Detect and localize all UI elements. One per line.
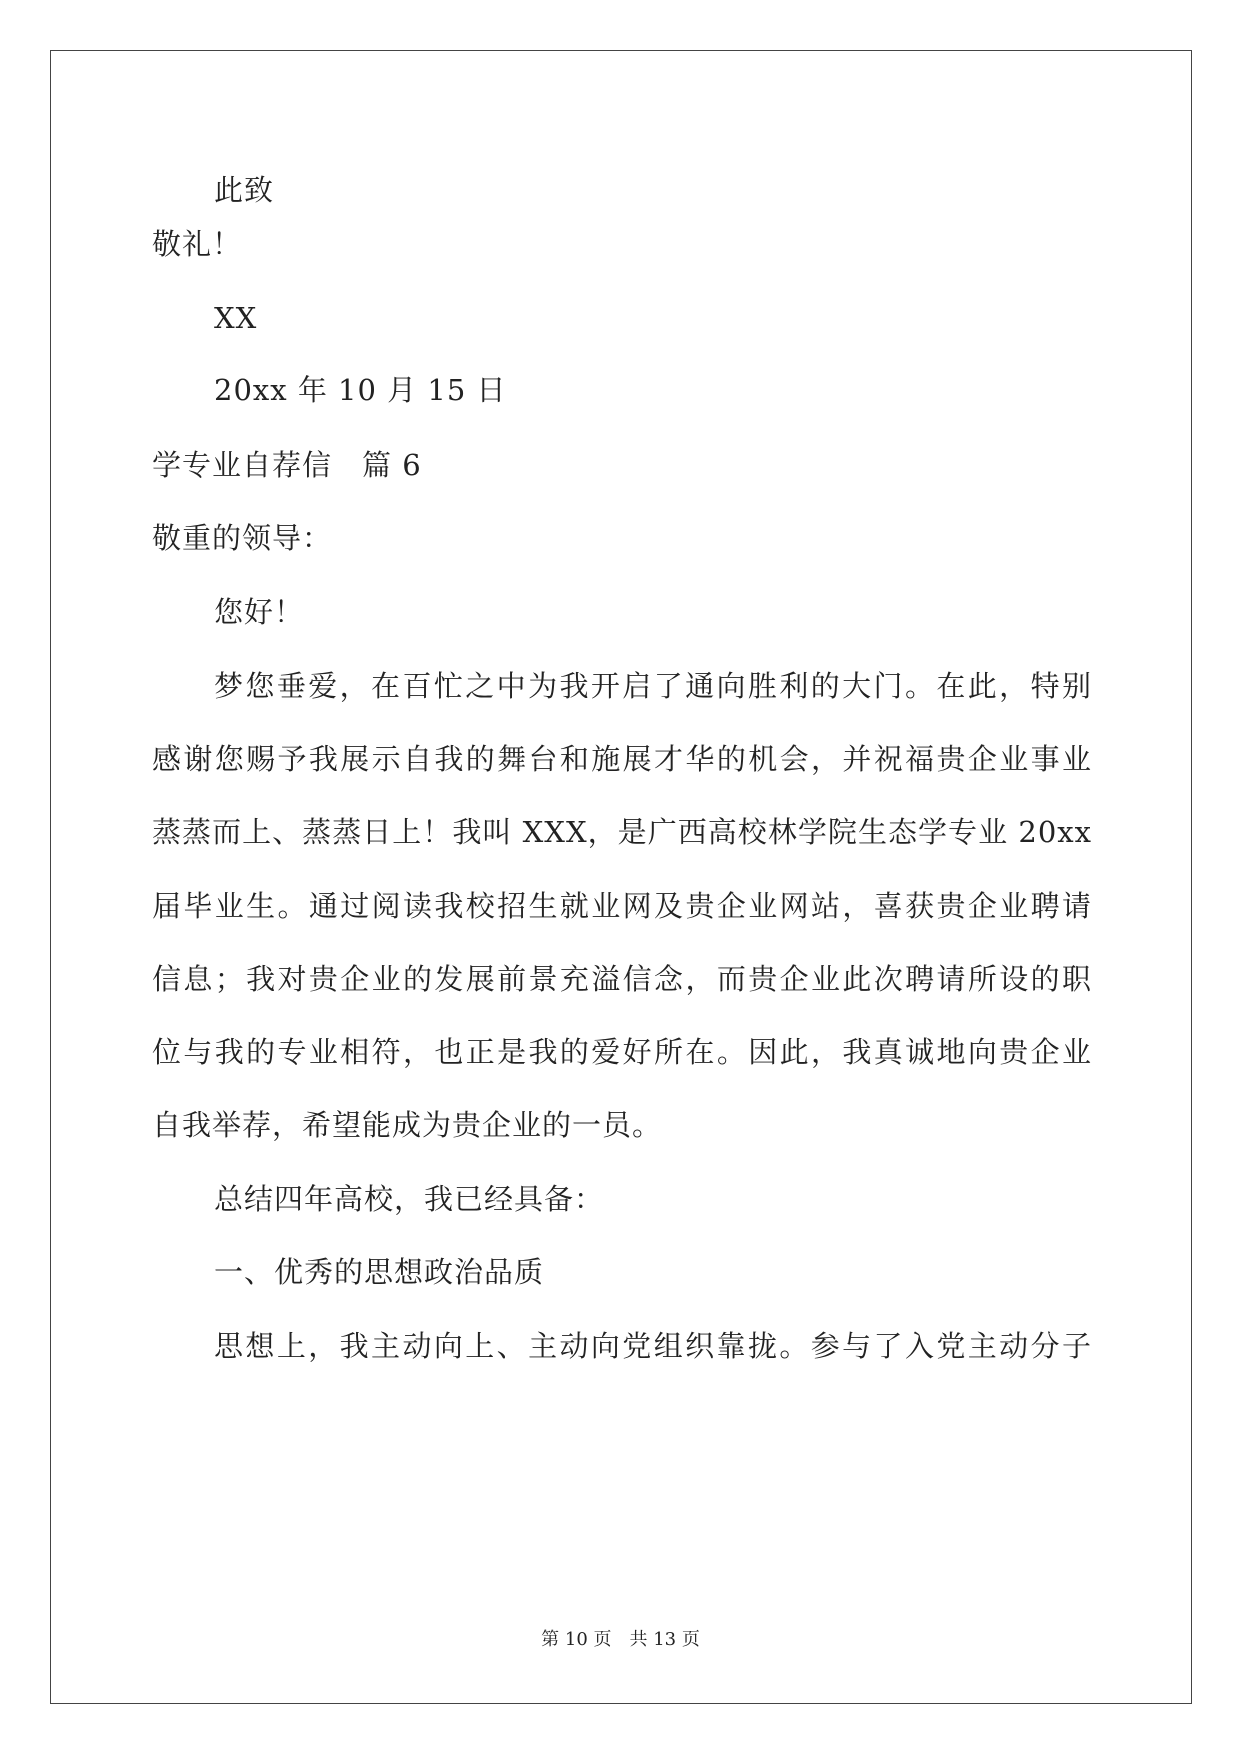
addressee: 敬重的领导： [152,521,333,555]
summary-intro: 总结四年高校，我已经具备： [214,1182,605,1216]
point-heading: 一、优秀的思想政治品质 [214,1255,545,1289]
signature: XX [214,301,258,335]
point-text: 思想上，我主动向上、主动向党组织靠拢。参与了入党主动分子 [214,1329,1092,1363]
page-number: 第 10 页 共 13 页 [541,1629,700,1650]
paragraph-line: 信息；我对贵企业的发展前景充溢信念，而贵企业此次聘请所设的职 [152,962,1092,996]
closing-regards: 敬礼！ [152,227,243,261]
greeting: 您好！ [214,595,305,629]
paragraph-line: 位与我的专业相符，也正是我的爱好所在。因此，我真诚地向贵企业 [152,1035,1092,1069]
paragraph-line: 届毕业生。通过阅读我校招生就业网及贵企业网站，喜获贵企业聘请 [152,889,1092,923]
paragraph-line: 梦您垂爱，在百忙之中为我开启了通向胜利的大门。在此，特别 [214,669,1092,703]
paragraph-line: 感谢您赐予我展示自我的舞台和施展才华的机会，并祝福贵企业事业 [152,742,1092,776]
paragraph-line: 蒸蒸而上、蒸蒸日上！我叫 XXX，是广西高校林学院生态学专业 20xx [152,815,1092,849]
section-title: 学专业自荐信 篇 6 [152,448,422,482]
closing-salutation: 此致 [214,173,275,207]
letter-date: 20xx 年 10 月 15 日 [214,373,507,407]
paragraph-line: 自我举荐，希望能成为贵企业的一员。 [152,1108,663,1142]
